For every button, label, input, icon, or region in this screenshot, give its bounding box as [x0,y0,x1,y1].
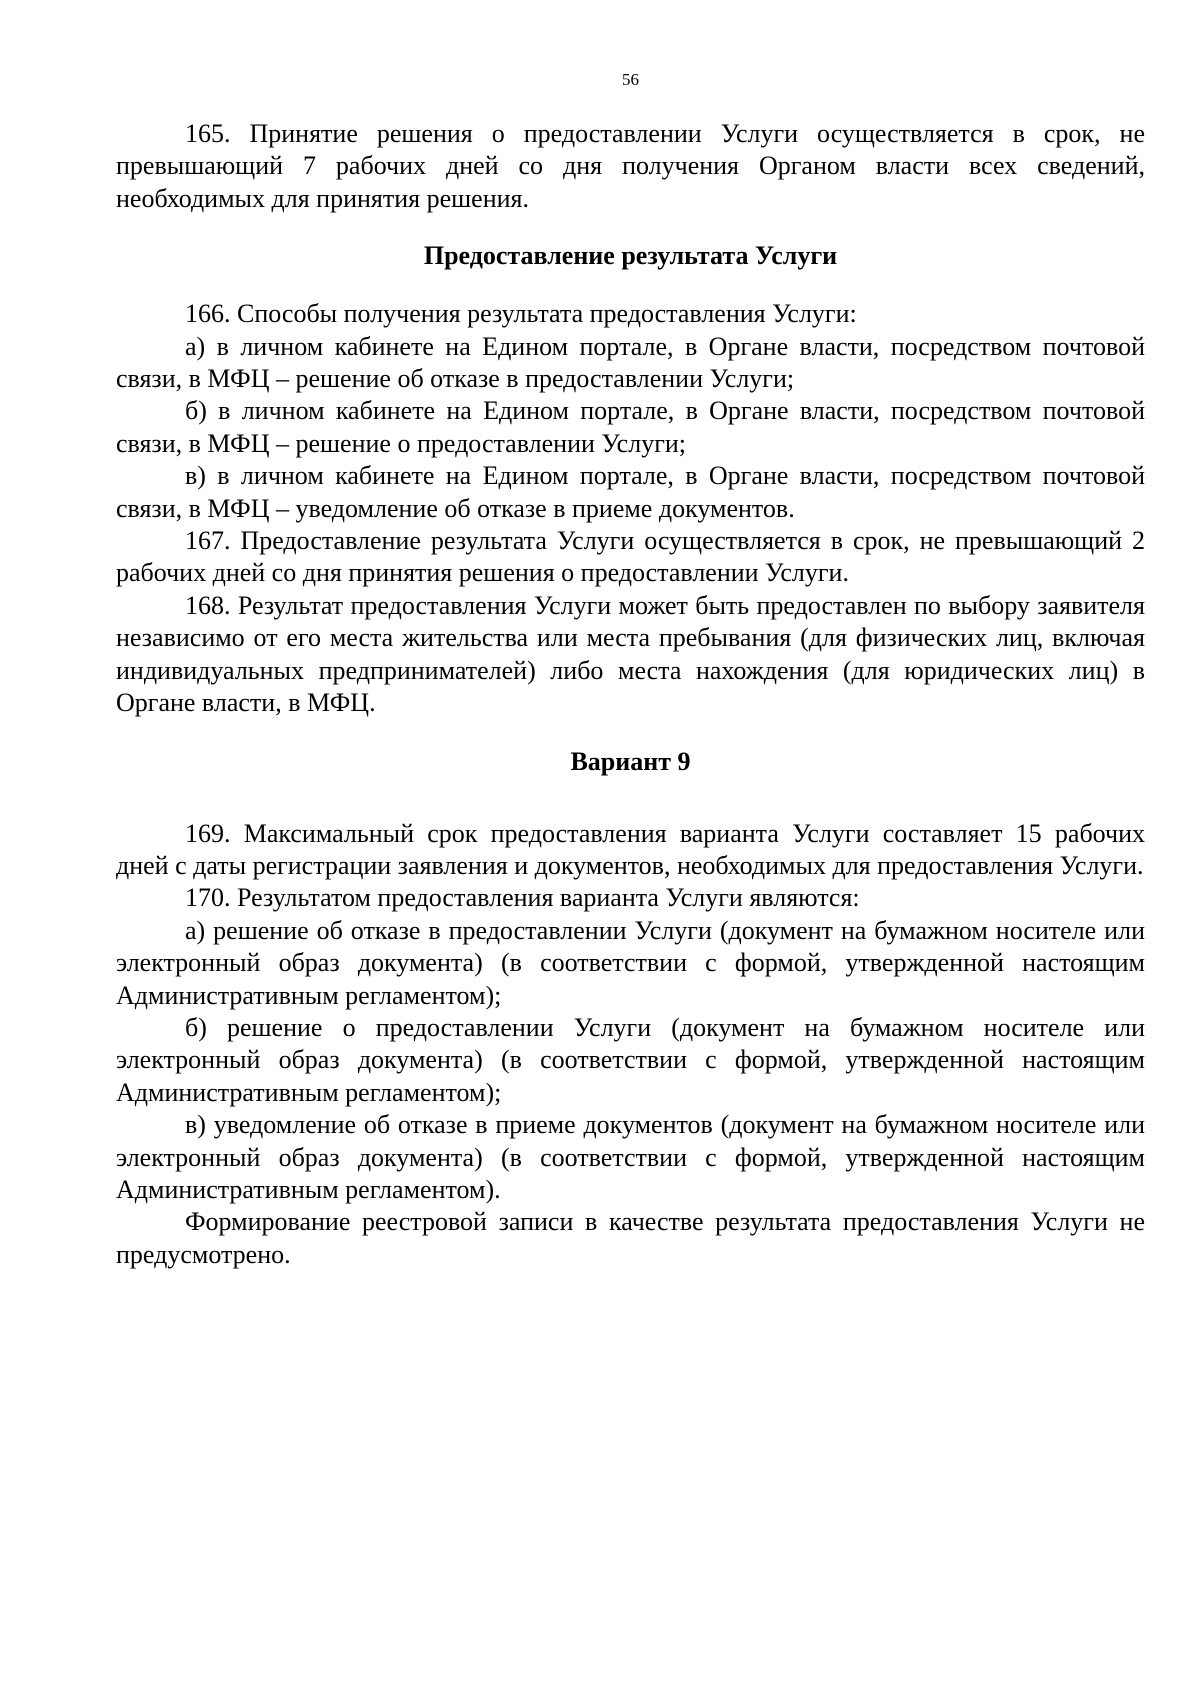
heading-variant-9: Вариант 9 [570,746,691,776]
paragraph-166-b: б) в личном кабинете на Едином портале, в Органе власти, посредством почтовой связи, в МФЦ – решение о предоставлении Услуги; [116,396,1145,458]
paragraph-170: 170. Результатом предоставления варианта Услуги являются: [185,883,860,913]
paragraph-169: 169. Максимальный срок предоставления варианта Услуги составляет 15 рабочих дней с даты регистрации заявления и документов, необходимых для предоставления Услуги. [116,818,1145,880]
paragraph-registry-record: Формирование реестровой записи в качестве результата предоставления Услуги не предусмотрено. [116,1207,1145,1269]
paragraph-170-v: в) уведомление об отказе в приеме документов (документ на бумажном носителе или электронный образ документа) (в соответствии с формой, утвержденной настоящим Административным регламентом). [116,1110,1145,1204]
section-result-provision [116,298,1145,719]
paragraph-165: 165. Принятие решения о предоставлении Услуги осуществляется в срок, не превышающий 7 рабочих дней со дня получения Органом власти всех сведений, необходимых для принятия решения. [116,119,1145,213]
page-number: 56 [622,70,639,89]
paragraph-166: 166. Способы получения результата предоставления Услуги: [185,299,857,329]
paragraph-170-b: б) решение о предоставлении Услуги (документ на бумажном носителе или электронный образ документа) (в соответствии с формой, утвержденной настоящим Административным регламентом); [116,1012,1145,1107]
section-variant-9 [116,818,1145,1272]
paragraph-166-v: в) в личном кабинете на Едином портале, в Органе власти, посредством почтовой связи, в МФЦ – уведомление об отказе в приеме документов. [116,461,1145,523]
paragraph-170-a: а) решение об отказе в предоставлении Услуги (документ на бумажном носителе или электронный образ документа) (в соответствии с формой, утвержденной настоящим Административным регламентом); [116,915,1145,1010]
paragraph-168: 168. Результат предоставления Услуги может быть предоставлен по выбору заявителя независимо от его места жительства или места пребывания (для физических лиц, включая индивидуальных предпринимателей) либо места нахождения (для юридических лиц) в Органе власти, в МФЦ. [116,590,1145,718]
heading-result-provision: Предоставление результата Услуги [423,241,838,271]
paragraph-167: 167. Предоставление результата Услуги осуществляется в срок, не превышающий 2 рабочих дней со дня принятия решения о предоставлении Услуги. [116,526,1145,588]
document-page [116,70,1145,1271]
paragraph-166-a: а) в личном кабинете на Едином портале, в Органе власти, посредством почтовой связи, в МФЦ – решение об отказе в предоставлении Услуги; [116,331,1145,394]
